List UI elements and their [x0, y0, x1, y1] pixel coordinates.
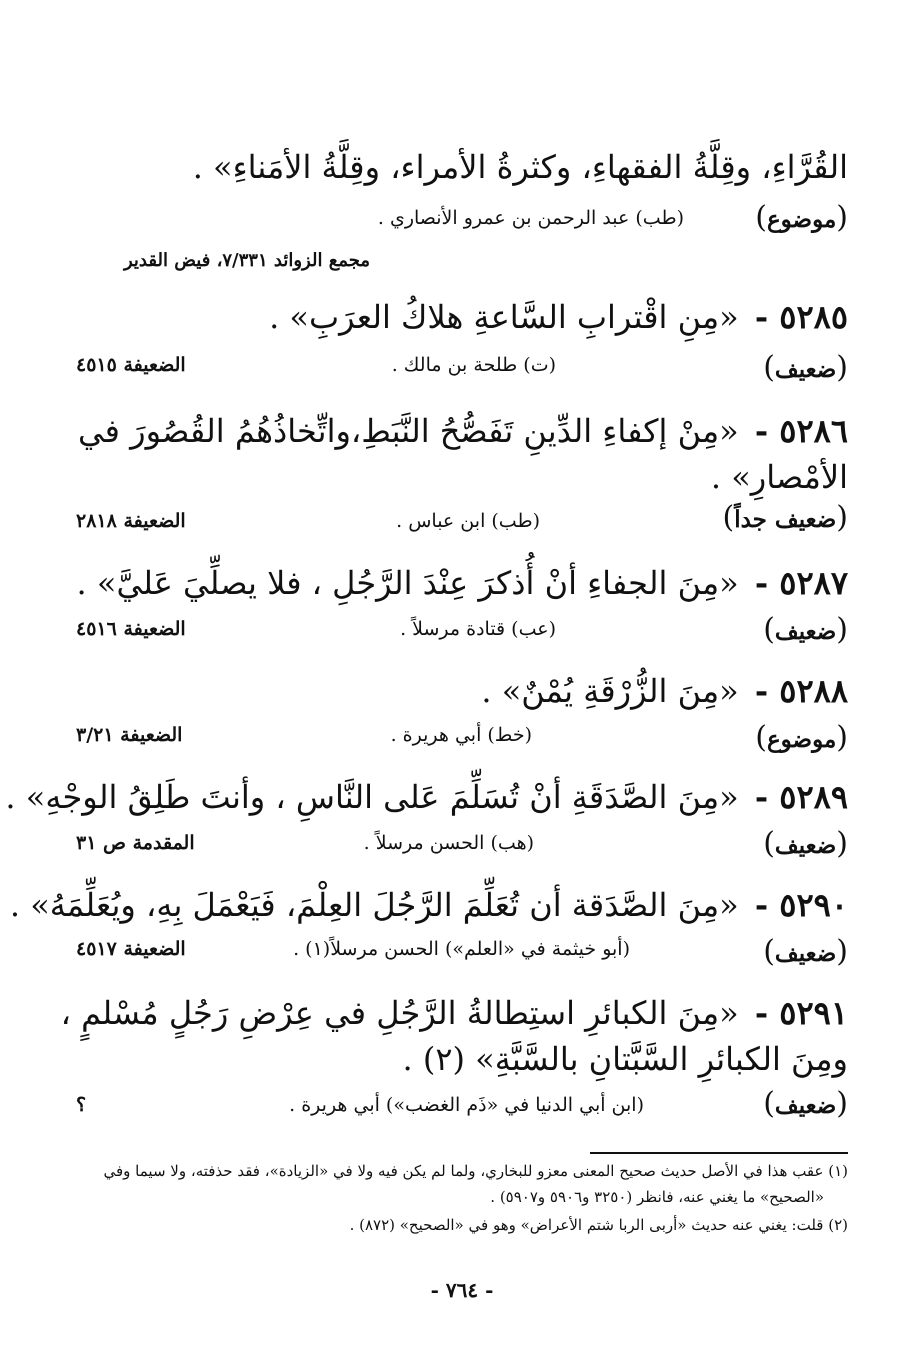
grade-label: (ضعيف) — [763, 350, 848, 385]
source-text: (طب) ابن عباس . — [396, 510, 540, 532]
hadith-number: ٥٢٨٨ - — [754, 672, 848, 710]
reference-text: الضعيفة ٤٥١٥ — [76, 354, 186, 376]
grade-label: (موضوع) — [755, 200, 848, 235]
reference-text: المقدمة ص ٣١ — [76, 832, 195, 854]
grade-text: ضعيف — [774, 356, 837, 383]
reference-text: الضعيفة ٤٥١٧ — [76, 938, 186, 960]
hadith-number: ٥٢٨٦ - — [754, 412, 848, 450]
grade-text: موضوع — [766, 206, 837, 233]
grade-text: ضعيف — [774, 940, 837, 967]
source-text: (ابن أبي الدنيا في «ذَم الغضب») أبي هريرة . — [289, 1094, 644, 1116]
source-text: (أبو خيثمة في «العلم») الحسن مرسلاً(١) . — [293, 938, 630, 960]
grade-label: (ضعيف) — [763, 1086, 848, 1121]
hadith-number: ٥٢٨٥ - — [754, 298, 848, 336]
page-number: - ٧٦٤ - — [430, 1278, 494, 1302]
hadith-number: ٥٢٩١ - — [754, 994, 848, 1032]
hadith-text: «مِنَ الزُّرْقَةِ يُمْنٌ» . — [481, 672, 739, 710]
hadith-5289 — [5, 770, 848, 824]
hadith-5288 — [481, 664, 848, 718]
hadith-5290 — [10, 878, 848, 932]
hadith-number: ٥٢٨٧ - — [754, 564, 848, 602]
hadith-number: ٥٢٩٠ - — [754, 886, 848, 924]
hadith-number: ٥٢٨٩ - — [754, 778, 848, 816]
hadith-text: «مِنَ الصَّدَقة أن تُعَلِّمَ الرَّجُلَ العِلْمَ، فَيَعْمَلَ بِهِ، ويُعَلِّمَهُ» . — [9, 886, 739, 924]
grade-label: (ضعيف) — [763, 612, 848, 647]
footnote-divider — [590, 1152, 848, 1154]
hadith-text: «مِنَ الجفاءِ أنْ أُذكرَ عِنْدَ الرَّجُلِ ، فلا يصلِّيَ عَليَّ» . — [76, 564, 739, 602]
hadith-text: «مِنْ إكفاءِ الدِّينِ تَفَصُّحُ النَّبَطِ،واتِّخاذُهُمُ القُصُورَ في — [77, 412, 739, 450]
footnote-1: (١) عقب هذا في الأصل حديث صحيح المعنى معزو للبخاري، ولما لم يكن فيه ولا في «الزيادة»، فقد حذفته، ولا سيما وفي — [103, 1162, 848, 1180]
reference-text: الضعيفة ٢٨١٨ — [76, 510, 186, 532]
footnote-1-continued: «الصحيح» ما يغني عنه، فانظر (٣٢٥٠ و٥٩٠٦ و٥٩٠٧) . — [490, 1188, 824, 1206]
grade-label: (ضعيف) — [763, 826, 848, 861]
reference-text: ؟ — [76, 1094, 87, 1116]
hadith-5287 — [77, 556, 848, 610]
footnote-2: (٢) قلت: يغني عنه حديث «أربى الربا شتم الأعراض» وهو في «الصحيح» (٨٧٢) . — [349, 1216, 848, 1234]
reference-text: مجمع الزوائد ٧/٣٣١، فيض القدير — [123, 250, 370, 271]
source-text: (خط) أبي هريرة . — [390, 724, 532, 746]
grade-label: (ضعيف) — [763, 934, 848, 969]
grade-text: موضوع — [766, 726, 837, 753]
hadith-5286-line2: الأمْصارِ» . — [710, 458, 848, 496]
hadith-continuation-text: القُرَّاءِ، وقِلَّةُ الفقهاءِ، وكثرةُ الأمراء، وقِلَّةُ الأمَناءِ» . — [192, 148, 848, 186]
reference-text: الضعيفة ٣/٢١ — [76, 724, 183, 746]
grade-text: ضعيف — [774, 618, 837, 645]
grade-label: (ضعيف جداً) — [722, 500, 848, 535]
hadith-text: «مِنِ اقْترابِ السَّاعةِ هلاكُ العرَبِ» . — [269, 298, 739, 336]
hadith-5291-line2: ومِنَ الكبائرِ السَّبَّتانِ بالسَّبَّةِ» (٢) . — [402, 1040, 848, 1078]
hadith-text: «مِنَ الكبائرِ استِطالةُ الرَّجُلِ في عِرْضِ رَجُلٍ مُسْلمٍ ، — [60, 994, 739, 1032]
reference-text: الضعيفة ٤٥١٦ — [76, 618, 186, 640]
grade-text: ضعيف — [774, 832, 837, 859]
source-text: (عب) قتادة مرسلاً . — [400, 618, 556, 640]
grade-text: ضعيف — [774, 1092, 837, 1119]
source-text: (ت) طلحة بن مالك . — [391, 354, 556, 376]
source-text: (طب) عبد الرحمن بن عمرو الأنصاري . — [377, 207, 684, 229]
source-text: (هب) الحسن مرسلاً . — [363, 832, 534, 854]
grade-text: ضعيف جداً — [734, 506, 837, 533]
hadith-text: «مِنَ الصَّدَقَةِ أنْ تُسَلِّمَ عَلى النَّاسِ ، وأنتَ طَلِقُ الوجْهِ» . — [5, 778, 739, 816]
grade-label: (موضوع) — [755, 720, 848, 755]
hadith-5285 — [269, 290, 848, 344]
